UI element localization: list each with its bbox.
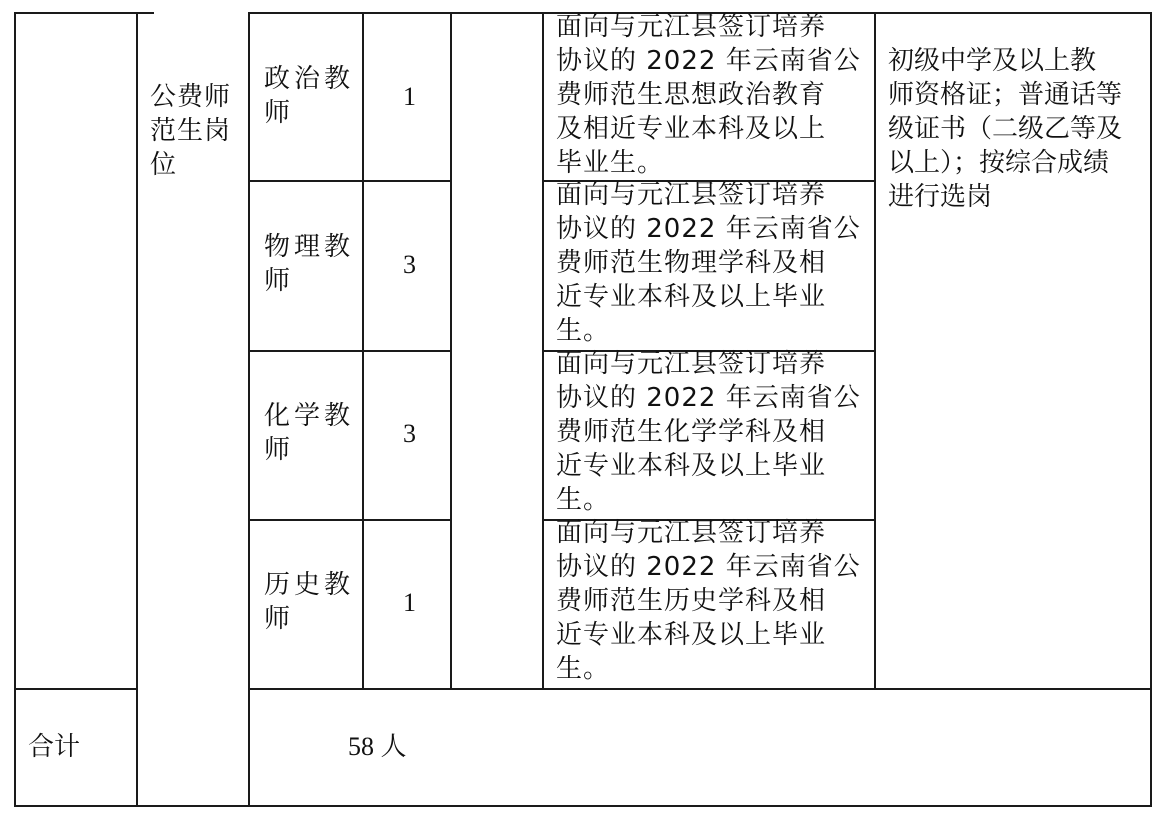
- row-divider: [248, 350, 452, 352]
- total-value: 58 人: [348, 732, 407, 761]
- requirement-cell: 面向与元江县签订培养 协议的 2022 年云南省公 费师范生历史学科及相 近专业本科及以上毕业 生。: [556, 518, 861, 684]
- position-cell: 历史教 师: [264, 570, 355, 634]
- table-border-top: [14, 12, 154, 14]
- row-divider: [248, 180, 452, 182]
- table-border-bottom: [14, 805, 1152, 807]
- total-row-top: [248, 688, 1152, 690]
- position-cell: 化学教 师: [264, 401, 355, 465]
- column-divider: [248, 12, 250, 807]
- total-label: 合计: [28, 732, 81, 762]
- column-divider: [542, 12, 544, 690]
- count-cell: 1: [403, 588, 416, 617]
- table-border-right: [1150, 12, 1152, 807]
- category-cell: 公费师 范生岗 位: [150, 82, 232, 180]
- column-divider: [874, 12, 876, 690]
- count-cell: 3: [403, 250, 416, 279]
- row-divider: [248, 519, 452, 521]
- conditions-cell: 初级中学及以上教 师资格证；普通话等 级证书（二级乙等及 以上）；按综合成绩 进行选岗: [888, 46, 1123, 212]
- requirement-cell: 面向与元江县签订培养 协议的 2022 年云南省公 费师范生思想政治教育 及相近专业本科及以上 毕业生。: [556, 12, 861, 178]
- position-cell: 政治教 师: [264, 64, 355, 128]
- requirement-cell: 面向与元江县签订培养 协议的 2022 年云南省公 费师范生化学学科及相 近专业本科及以上毕业 生。: [556, 349, 861, 515]
- column-divider: [450, 12, 452, 690]
- count-cell: 1: [403, 82, 416, 111]
- position-cell: 物理教 师: [264, 232, 355, 296]
- total-row-top: [14, 688, 138, 690]
- column-divider: [362, 12, 364, 690]
- column-divider: [136, 12, 138, 807]
- requirement-cell: 面向与元江县签订培养 协议的 2022 年云南省公 费师范生物理学科及相 近专业本科及以上毕业 生。: [556, 180, 861, 346]
- table-border-left: [14, 12, 16, 807]
- count-cell: 3: [403, 419, 416, 448]
